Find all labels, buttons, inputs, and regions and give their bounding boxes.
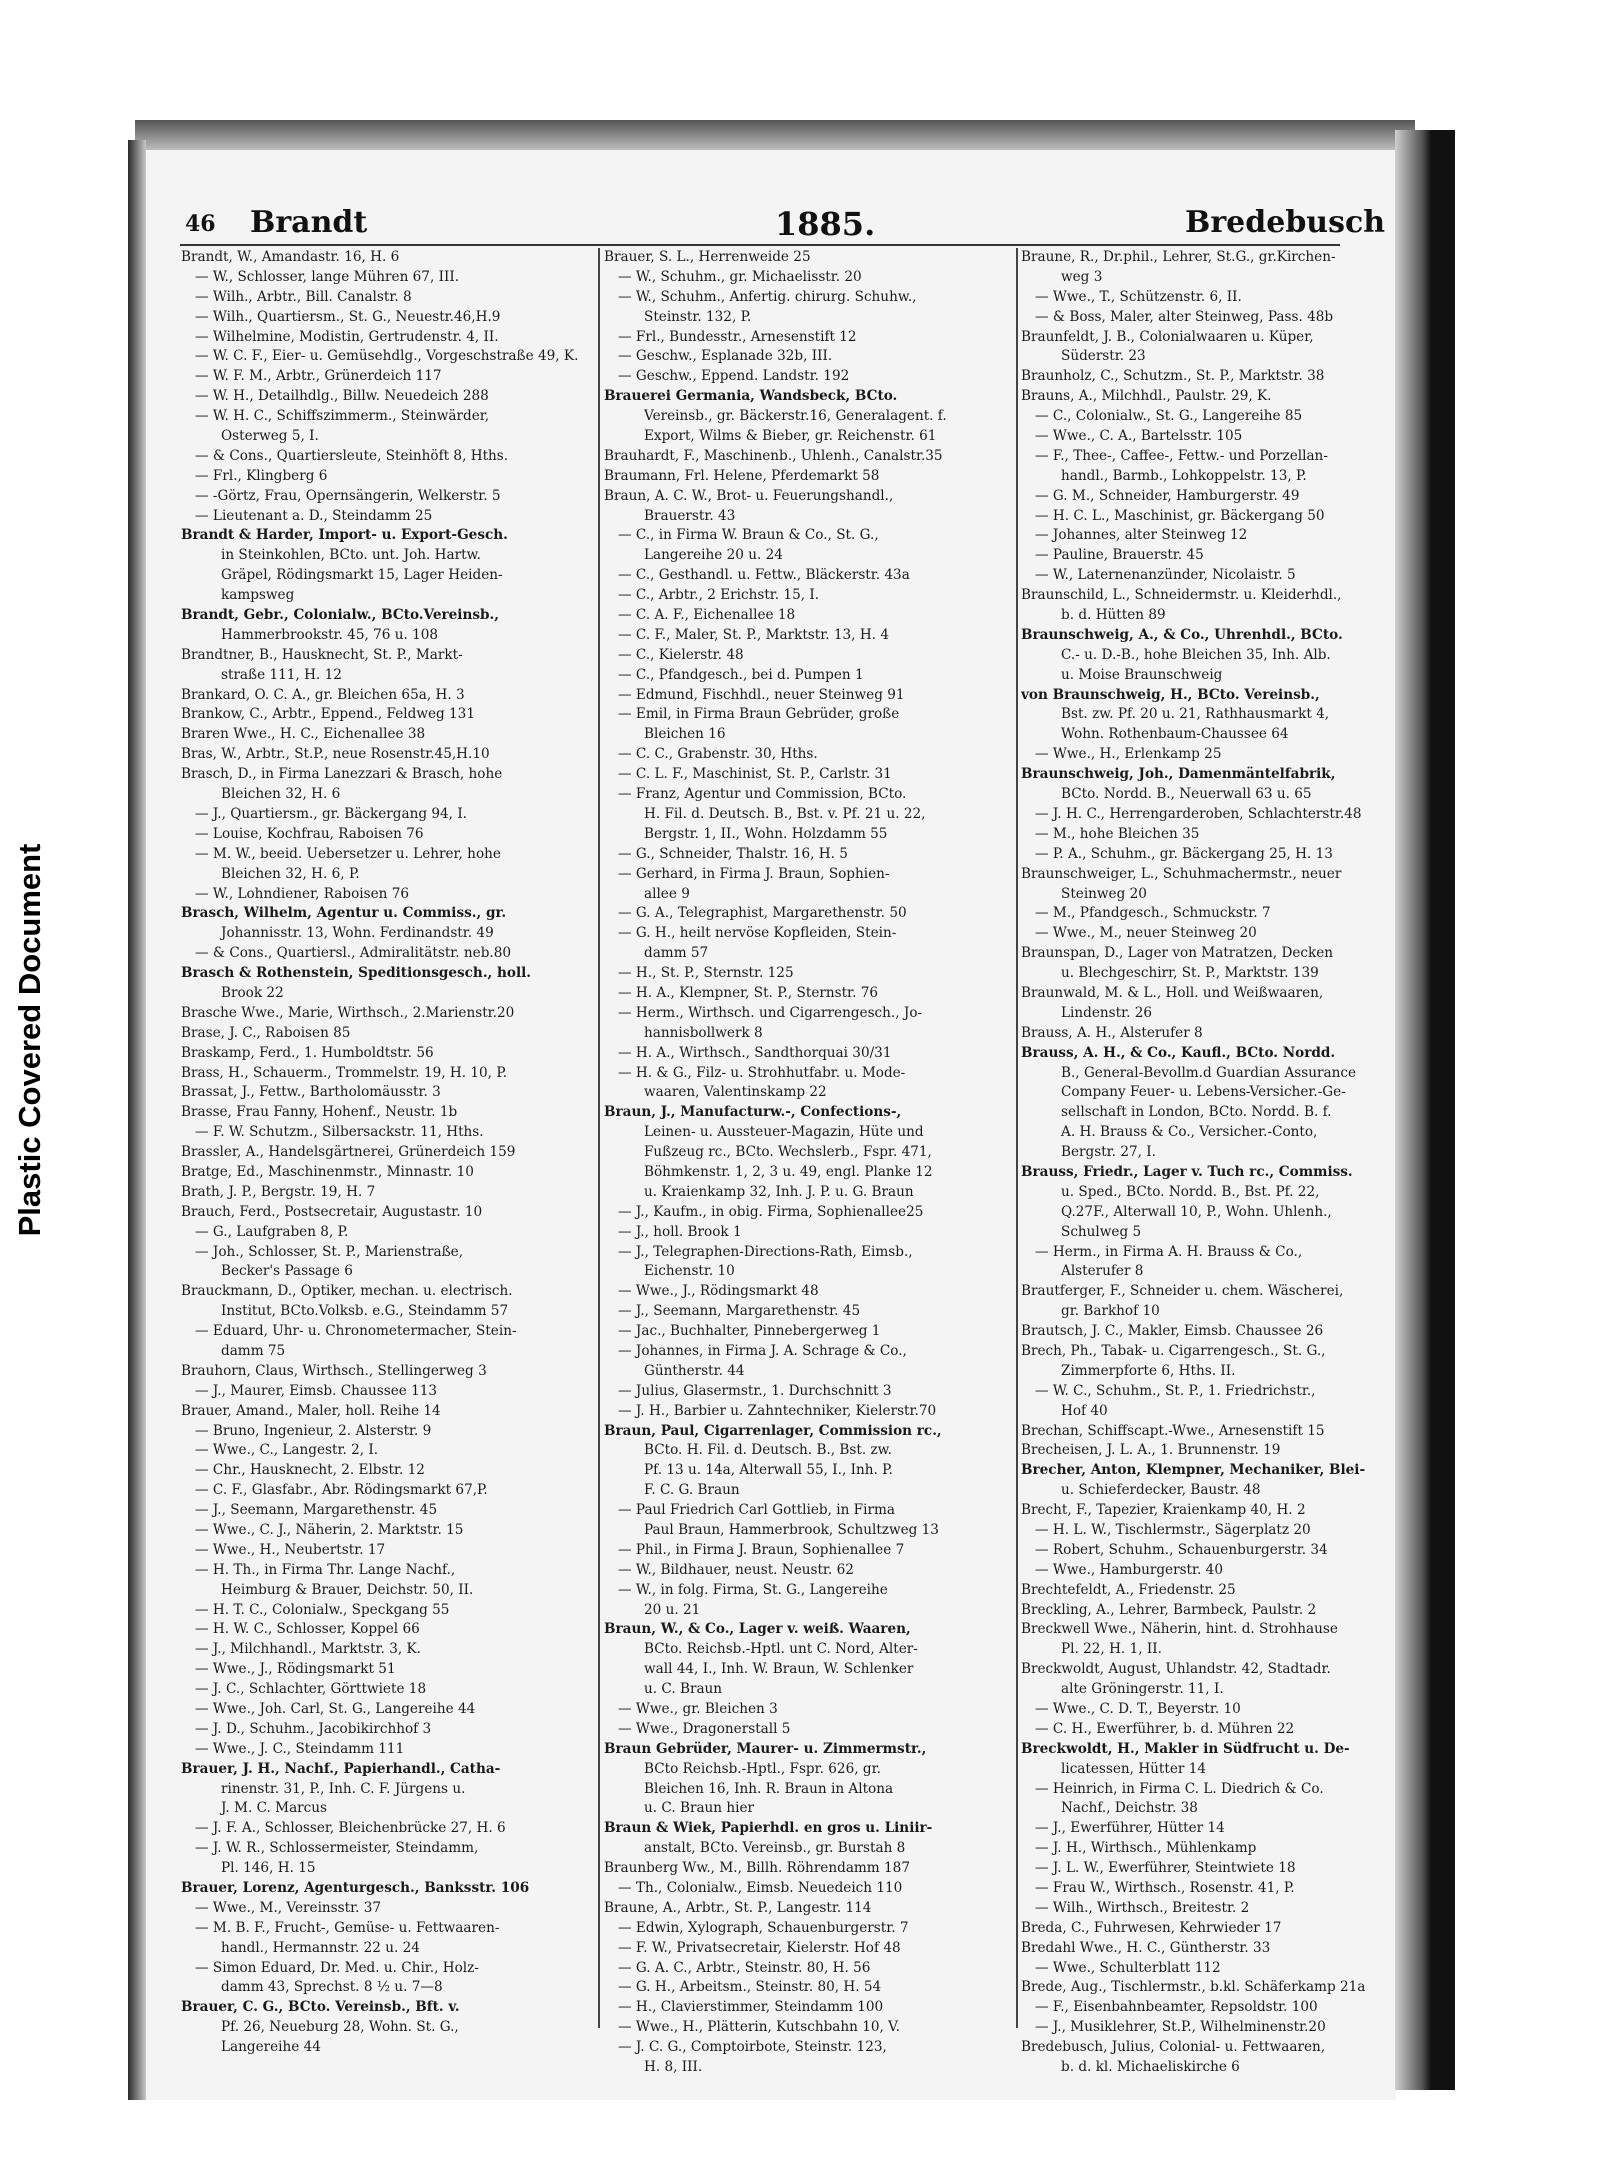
directory-entry-continuation: in Steinkohlen, BCto. unt. Joh. Hartw. — [221, 547, 481, 564]
directory-entry-continuation: Paul Braun, Hammerbrook, Schultzweg 13 — [644, 1522, 939, 1538]
directory-entry: — P. A., Schuhm., gr. Bäckergang 25, H. 13 — [1035, 845, 1333, 862]
directory-entry: — G. H., Arbeitsm., Steinstr. 80, H. 54 — [618, 1979, 882, 1996]
directory-entry: — Frl., Klingberg 6 — [195, 467, 328, 484]
directory-entry-continuation: Q.27F., Alterwall 10, P., Wohn. Uhlenh., — [1061, 1203, 1332, 1220]
directory-entry: — F., Thee-, Caffee-, Fettw.- und Porzellan- — [1035, 447, 1328, 464]
directory-entry: Bredahl Wwe., H. C., Güntherstr. 33 — [1021, 1939, 1271, 1956]
directory-entry: — Wwe., gr. Bleichen 3 — [618, 1701, 778, 1718]
directory-entry: — W. F. M., Arbtr., Grünerdeich 117 — [195, 368, 442, 385]
directory-entry-continuation: A. H. Brauss & Co., Versicher.-Conto, — [1061, 1124, 1318, 1141]
directory-entry: Brauhardt, F., Maschinenb., Uhlenh., Canalstr.35 — [604, 447, 943, 464]
directory-entry: — W., in folg. Firma, St. G., Langereihe — [618, 1581, 888, 1598]
directory-entry-continuation: Bergstr. 27, I. — [1061, 1144, 1156, 1161]
directory-entry: — H. T. C., Colonialw., Speckgang 55 — [195, 1601, 450, 1618]
directory-entry: — J. W. R., Schlossermeister, Steindamm, — [195, 1840, 479, 1857]
directory-entry-continuation: Pl. 146, H. 15 — [221, 1860, 316, 1877]
directory-entry: — J., Ewerführer, Hütter 14 — [1035, 1820, 1225, 1837]
directory-entry: — Chr., Hausknecht, 2. Elbstr. 12 — [195, 1462, 425, 1479]
directory-entry: Brankow, C., Arbtr., Eppend., Feldweg 131 — [181, 706, 475, 723]
directory-entry: Brautsch, J. C., Makler, Eimsb. Chaussee 26 — [1021, 1323, 1324, 1340]
directory-entry-continuation: Heimburg & Brauer, Deichstr. 50, II. — [221, 1581, 474, 1598]
directory-entry: Braunschweig, A., & Co., Uhrenhdl., BCto. — [1021, 626, 1343, 643]
directory-entry: — W. H. C., Schiffszimmerm., Steinwärder, — [195, 408, 490, 425]
directory-entry-continuation: Osterweg 5, I. — [221, 428, 319, 445]
directory-entry-continuation: Fußzeug rc., BCto. Wechslerb., Fspr. 471, — [644, 1144, 932, 1161]
directory-entry: — H. A., Wirthsch., Sandthorquai 30/31 — [618, 1044, 892, 1061]
directory-entry: — G. H., heilt nervöse Kopfleiden, Stein- — [618, 925, 897, 942]
directory-entry: — C., in Firma W. Braun & Co., St. G., — [618, 527, 879, 544]
directory-entry: — W., Laternenanzünder, Nicolaistr. 5 — [1035, 567, 1296, 584]
directory-entry-continuation: Eichenstr. 10 — [644, 1263, 735, 1280]
directory-entry: Braunfeldt, J. B., Colonialwaaren u. Küper, — [1021, 328, 1314, 345]
directory-entry: — Geschw., Eppend. Landstr. 192 — [618, 368, 850, 385]
directory-entry-continuation: sellschaft in London, BCto. Nordd. B. f. — [1061, 1104, 1332, 1121]
directory-entry-continuation: BCto. Reichsb.-Hptl. unt C. Nord, Alter- — [644, 1641, 918, 1658]
directory-entry: Brass, H., Schauerm., Trommelstr. 19, H. 10, P. — [181, 1064, 508, 1081]
directory-entry: — Herm., Wirthsch. und Cigarrengesch., Jo- — [618, 1004, 923, 1021]
directory-entry: — W., Schuhm., Anfertig. chirurg. Schuhw., — [618, 288, 917, 305]
directory-entry: — Wwe., H., Erlenkamp 25 — [1035, 746, 1222, 763]
directory-entry: Brandtner, B., Hausknecht, St. P., Markt- — [181, 646, 463, 663]
directory-entry: Brasch & Rothenstein, Speditionsgesch., holl. — [181, 965, 532, 982]
directory-entry: — J. D., Schuhm., Jacobikirchhof 3 — [195, 1720, 432, 1737]
directory-entry-continuation: Zimmerpforte 6, Hths. II. — [1061, 1362, 1236, 1379]
directory-entry-continuation: Institut, BCto.Volksb. e.G., Steindamm 57 — [221, 1303, 509, 1320]
directory-entry-continuation: u. Moise Braunschweig — [1061, 666, 1223, 683]
directory-entry: — & Cons., Quartiersl., Admiralitätstr. neb.80 — [195, 945, 512, 962]
directory-entry-continuation: Pf. 26, Neueburg 28, Wohn. St. G., — [221, 2019, 459, 2036]
directory-entry: — H. Th., in Firma Thr. Lange Nachf., — [195, 1561, 456, 1578]
directory-entry: Brauer, Lorenz, Agenturgesch., Banksstr. 106 — [181, 1880, 530, 1897]
directory-entry-continuation: Hammerbrookstr. 45, 76 u. 108 — [221, 626, 439, 643]
directory-entry: — Paul Friedrich Carl Gottlieb, in Firma — [618, 1502, 895, 1519]
directory-entry-continuation: Güntherstr. 44 — [644, 1362, 745, 1379]
directory-entry: Brasse, Frau Fanny, Hohenf., Neustr. 1b — [181, 1104, 458, 1121]
directory-entry: Brauer, C. G., BCto. Vereinsb., Bft. v. — [181, 1999, 460, 2016]
directory-entry: — F. W. Schutzm., Silbersackstr. 11, Hths. — [195, 1124, 484, 1141]
directory-entry: Breckwell Wwe., Näherin, hint. d. Strohhause — [1021, 1621, 1338, 1638]
directory-entry: Brauch, Ferd., Postsecretair, Augustastr. 10 — [181, 1203, 483, 1220]
directory-entry: — Wwe., C., Langestr. 2, I. — [195, 1442, 379, 1459]
directory-entry-continuation: Bleichen 32, H. 6 — [221, 786, 341, 803]
directory-entry-continuation: u. Kraienkamp 32, Inh. J. P. u. G. Braun — [644, 1183, 914, 1200]
directory-entry-continuation: J. M. C. Marcus — [221, 1800, 328, 1817]
directory-entry: — M. B. F., Frucht-, Gemüse- u. Fettwaaren- — [195, 1919, 500, 1936]
directory-entry: — Wilh., Wirthsch., Breitestr. 2 — [1035, 1899, 1250, 1916]
directory-entry-continuation: damm 57 — [644, 945, 709, 962]
directory-entry-continuation: Export, Wilms & Bieber, gr. Reichenstr. 61 — [644, 428, 937, 445]
directory-entry: Braumann, Frl. Helene, Pferdemarkt 58 — [604, 467, 880, 484]
directory-entry: — J. C., Schlachter, Görttwiete 18 — [195, 1681, 427, 1698]
directory-entry-continuation: C.- u. D.-B., hohe Bleichen 35, Inh. Alb. — [1061, 646, 1331, 663]
directory-entry: — Wwe., M., Vereinsstr. 37 — [195, 1899, 382, 1916]
directory-entry: Braunwald, M. & L., Holl. und Weißwaaren, — [1021, 984, 1324, 1001]
directory-entry-continuation: u. Schieferdecker, Baustr. 48 — [1061, 1482, 1261, 1499]
directory-entry-continuation: handl., Barmb., Lohkoppelstr. 13, P. — [1061, 467, 1307, 484]
directory-entry: — Wwe., J., Rödingsmarkt 51 — [195, 1661, 396, 1678]
directory-entry: — W., Schlosser, lange Mühren 67, III. — [195, 268, 460, 285]
directory-entry: Brath, J. P., Bergstr. 19, H. 7 — [181, 1183, 376, 1200]
directory-entry-continuation: Becker's Passage 6 — [221, 1263, 353, 1280]
directory-entry: — C. C., Grabenstr. 30, Hths. — [618, 746, 818, 763]
directory-entry: — J. F. A., Schlosser, Bleichenbrücke 27, H. 6 — [195, 1820, 506, 1837]
directory-entry: — Wwe., Schulterblatt 112 — [1035, 1959, 1221, 1976]
directory-entry-continuation: Wohn. Rothenbaum-Chaussee 64 — [1061, 726, 1289, 743]
directory-entry: Braunholz, C., Schutzm., St. P., Marktstr. 38 — [1021, 368, 1325, 385]
directory-entry: Breckwoldt, August, Uhlandstr. 42, Stadtadr. — [1021, 1661, 1331, 1678]
header-rule — [180, 244, 1340, 246]
directory-entry: — J. L. W., Ewerführer, Steintwiete 18 — [1035, 1860, 1296, 1877]
directory-entry-continuation: BCto. H. Fil. d. Deutsch. B., Bst. zw. — [644, 1442, 892, 1459]
directory-entry-continuation: handl., Hermannstr. 22 u. 24 — [221, 1939, 420, 1956]
directory-entry: — C., Colonialw., St. G., Langereihe 85 — [1035, 408, 1303, 425]
directory-entry: — & Cons., Quartiersleute, Steinhöft 8, Hths. — [195, 447, 509, 464]
directory-entry: — Wwe., C. J., Näherin, 2. Marktstr. 15 — [195, 1522, 464, 1538]
directory-entry: — M., Pfandgesch., Schmuckstr. 7 — [1035, 905, 1271, 922]
directory-entry-continuation: Company Feuer- u. Lebens-Versicher.-Ge- — [1061, 1084, 1346, 1101]
directory-entry: — Phil., in Firma J. Braun, Sophienallee 7 — [618, 1541, 905, 1558]
directory-entry-continuation: Bst. zw. Pf. 20 u. 21, Rathhausmarkt 4, — [1061, 706, 1330, 723]
directory-entry: — Geschw., Esplanade 32b, III. — [618, 348, 833, 365]
right-running-head: Bredebusch — [1185, 205, 1386, 240]
directory-entry-continuation: anstalt, BCto. Vereinsb., gr. Burstah 8 — [644, 1840, 906, 1857]
directory-entry: — W. C. F., Eier- u. Gemüsehdlg., Vorgeschstraße 49, K. — [195, 348, 579, 365]
directory-entry-continuation: rinenstr. 31, P., Inh. C. F. Jürgens u. — [221, 1780, 466, 1797]
directory-entry-continuation: licatessen, Hütter 14 — [1061, 1760, 1207, 1777]
directory-entry: — F. W., Privatsecretair, Kielerstr. Hof 48 — [618, 1939, 901, 1956]
directory-entry-continuation: b. d. kl. Michaeliskirche 6 — [1061, 2059, 1240, 2076]
directory-entry: — Wwe., T., Schützenstr. 6, II. — [1035, 288, 1242, 305]
directory-entry-continuation: Schulweg 5 — [1061, 1223, 1142, 1240]
directory-entry: — Franz, Agentur und Commission, BCto. — [618, 786, 907, 803]
directory-entry: Brecher, Anton, Klempner, Mechaniker, Blei- — [1021, 1462, 1366, 1479]
directory-column-2 — [604, 248, 1012, 2078]
directory-entry: — Bruno, Ingenieur, 2. Alsterstr. 9 — [195, 1422, 432, 1439]
directory-entry: Braune, R., Dr.phil., Lehrer, St.G., gr.Kirchen- — [1021, 249, 1336, 265]
directory-entry: — C. F., Maler, St. P., Marktstr. 13, H. 4 — [618, 626, 889, 643]
directory-entry: — Joh., Schlosser, St. P., Marienstraße, — [195, 1243, 464, 1260]
directory-entry-continuation: Böhmkenstr. 1, 2, 3 u. 49, engl. Planke 12 — [644, 1163, 933, 1180]
directory-entry: — J., Milchhandl., Marktstr. 3, K. — [195, 1641, 421, 1658]
directory-entry: — Gerhard, in Firma J. Braun, Sophien- — [618, 865, 890, 882]
directory-entry-continuation: u. Blechgeschirr, St. P., Marktstr. 139 — [1061, 965, 1319, 982]
directory-entry: Braun, A. C. W., Brot- u. Feuerungshandl., — [604, 487, 894, 504]
directory-entry: — Wwe., J., Rödingsmarkt 48 — [618, 1283, 819, 1300]
directory-entry: Brandt, W., Amandastr. 16, H. 6 — [181, 249, 400, 265]
directory-entry: — Wwe., C. D. T., Beyerstr. 10 — [1035, 1701, 1241, 1718]
directory-entry: — C. L. F., Maschinist, St. P., Carlstr. 31 — [618, 766, 892, 783]
directory-entry-continuation: Bergstr. 1, II., Wohn. Holzdamm 55 — [644, 825, 888, 842]
directory-entry: — -Görtz, Frau, Opernsängerin, Welkerstr. 5 — [195, 487, 501, 504]
directory-entry: Brauer, S. L., Herrenweide 25 — [604, 249, 811, 265]
directory-entry: Braunberg Ww., M., Billh. Röhrendamm 187 — [604, 1860, 910, 1877]
directory-entry: Brech, Ph., Tabak- u. Cigarrengesch., St. G., — [1021, 1342, 1326, 1359]
directory-entry: — Wwe., J. C., Steindamm 111 — [195, 1740, 405, 1757]
directory-entry: — W., Schuhm., gr. Michaelisstr. 20 — [618, 268, 862, 285]
page-header — [185, 205, 1386, 245]
directory-entry: Braunschweig, Joh., Damenmäntelfabrik, — [1021, 766, 1336, 783]
directory-entry: — G. A., Telegraphist, Margarethenstr. 50 — [618, 905, 907, 922]
directory-entry: — Wwe., H., Neubertstr. 17 — [195, 1541, 386, 1558]
directory-entry: — G. A. C., Arbtr., Steinstr. 80, H. 56 — [618, 1959, 871, 1976]
directory-entry: — C., Kielerstr. 48 — [618, 646, 744, 663]
directory-entry-continuation: H. 8, III. — [644, 2059, 703, 2076]
directory-entry: — Louise, Kochfrau, Raboisen 76 — [195, 825, 424, 842]
directory-entry: — H. & G., Filz- u. Strohhutfabr. u. Mode- — [618, 1064, 906, 1081]
directory-entry: — Julius, Glasermstr., 1. Durchschnitt 3 — [618, 1382, 892, 1399]
directory-entry-continuation: Gräpel, Rödingsmarkt 15, Lager Heiden- — [221, 567, 503, 584]
directory-entry: Brauss, A. H., & Co., Kaufl., BCto. Nordd. — [1021, 1044, 1336, 1061]
directory-entry: — Jac., Buchhalter, Pinnebergerweg 1 — [618, 1323, 881, 1340]
directory-entry-continuation: u. C. Braun — [644, 1681, 723, 1698]
directory-entry-continuation: 20 u. 21 — [644, 1601, 701, 1618]
directory-entry-continuation: allee 9 — [644, 885, 690, 902]
directory-entry: — W. C., Schuhm., St. P., 1. Friedrichstr., — [1035, 1382, 1316, 1399]
directory-entry: — C. H., Ewerführer, b. d. Mühren 22 — [1035, 1720, 1295, 1737]
directory-entry: Bredebusch, Julius, Colonial- u. Fettwaaren, — [1021, 2039, 1326, 2056]
directory-entry: Braren Wwe., H. C., Eichenallee 38 — [181, 726, 426, 743]
directory-entry: — G., Laufgraben 8, P. — [195, 1223, 349, 1240]
directory-entry: — H., St. P., Sternstr. 125 — [618, 965, 794, 982]
directory-entry-continuation: Vereinsb., gr. Bäckerstr.16, Generalagent. f. — [644, 408, 947, 425]
directory-entry-continuation: waaren, Valentinskamp 22 — [644, 1084, 827, 1101]
directory-column-1 — [181, 248, 589, 2058]
directory-entry-continuation: Johannisstr. 13, Wohn. Ferdinandstr. 49 — [221, 925, 494, 942]
directory-entry: Braun, W., & Co., Lager v. weiß. Waaren, — [604, 1621, 911, 1638]
directory-entry: — Johannes, in Firma J. A. Schrage & Co., — [618, 1342, 907, 1359]
directory-entry: — J. H., Wirthsch., Mühlenkamp — [1035, 1840, 1257, 1857]
directory-entry: Braun, Paul, Cigarrenlager, Commission rc., — [604, 1422, 942, 1439]
directory-entry: — & Boss, Maler, alter Steinweg, Pass. 48b — [1035, 308, 1334, 325]
directory-entry: — Edmund, Fischhdl., neuer Steinweg 91 — [618, 686, 905, 703]
directory-entry: Bratge, Ed., Maschinenmstr., Minnastr. 10 — [181, 1163, 474, 1180]
directory-entry: — H. C. L., Maschinist, gr. Bäckergang 50 — [1035, 507, 1325, 524]
directory-entry-continuation: BCto. Nordd. B., Neuerwall 63 u. 65 — [1061, 786, 1312, 803]
column-divider — [1016, 248, 1018, 2028]
directory-entry: — M. W., beeid. Uebersetzer u. Lehrer, hohe — [195, 845, 501, 862]
directory-entry: Brasch, Wilhelm, Agentur u. Commiss., gr. — [181, 905, 507, 922]
directory-entry: Breckling, A., Lehrer, Barmbeck, Paulstr. 2 — [1021, 1601, 1317, 1618]
directory-entry: — M., hohe Bleichen 35 — [1035, 825, 1200, 842]
directory-entry: — W. H., Detailhdlg., Billw. Neuedeich 288 — [195, 388, 489, 405]
directory-entry-continuation: alte Gröningerstr. 11, I. — [1061, 1681, 1224, 1698]
directory-entry: von Braunschweig, H., BCto. Vereinsb., — [1021, 686, 1320, 703]
directory-entry: — Wilh., Quartiersm., St. G., Neuestr.46,H.9 — [195, 308, 501, 325]
directory-entry: — J., Telegraphen-Directions-Rath, Eimsb., — [618, 1243, 913, 1260]
directory-entry: Brase, J. C., Raboisen 85 — [181, 1024, 351, 1041]
directory-entry: — J., Kaufm., in obig. Firma, Sophienallee25 — [618, 1203, 924, 1220]
directory-entry-continuation: Bleichen 16 — [644, 726, 726, 743]
directory-entry: — J. H. C., Herrengarderoben, Schlachterstr.48 — [1035, 805, 1362, 822]
directory-entry: — G. M., Schneider, Hamburgerstr. 49 — [1035, 487, 1300, 504]
directory-entry-continuation: H. Fil. d. Deutsch. B., Bst. v. Pf. 21 u. 22, — [644, 805, 926, 822]
directory-entry: — Wwe., C. A., Bartelsstr. 105 — [1035, 428, 1243, 445]
directory-entry: — Wwe., M., neuer Steinweg 20 — [1035, 925, 1257, 942]
directory-entry-continuation: hannisbollwerk 8 — [644, 1024, 763, 1041]
directory-entry-continuation: wall 44, I., Inh. W. Braun, W. Schlenker — [644, 1661, 914, 1678]
directory-entry: Brecht, F., Tapezier, Kraienkamp 40, H. 2 — [1021, 1502, 1306, 1519]
directory-entry-continuation: Brauerstr. 43 — [644, 507, 736, 524]
directory-entry: Brauss, Friedr., Lager v. Tuch rc., Commiss. — [1021, 1163, 1353, 1180]
directory-entry-continuation: straße 111, H. 12 — [221, 666, 342, 683]
directory-entry-continuation: Langereihe 44 — [221, 2039, 321, 2056]
directory-entry: — J., Musiklehrer, St.P., Wilhelminenstr.20 — [1035, 2019, 1326, 2036]
directory-entry: Bras, W., Arbtr., St.P., neue Rosenstr.45,H.10 — [181, 746, 490, 763]
directory-entry-continuation: damm 43, Sprechst. 8 ½ u. 7—8 — [221, 1979, 443, 1996]
directory-entry: Brankard, O. C. A., gr. Bleichen 65a, H. 3 — [181, 686, 465, 703]
directory-entry-continuation: gr. Barkhof 10 — [1061, 1303, 1160, 1320]
directory-entry-continuation: B., General-Bevollm.d Guardian Assurance — [1061, 1064, 1357, 1081]
directory-entry-continuation: Süderstr. 23 — [1061, 348, 1146, 365]
directory-entry-continuation: Alsterufer 8 — [1061, 1263, 1144, 1280]
directory-entry: Braun Gebrüder, Maurer- u. Zimmermstr., — [604, 1740, 927, 1757]
directory-entry: — W., Lohndiener, Raboisen 76 — [195, 885, 410, 902]
directory-entry-continuation: Brook 22 — [221, 984, 284, 1001]
directory-entry: Brasche Wwe., Marie, Wirthsch., 2.Marienstr.20 — [181, 1004, 515, 1021]
directory-entry: Braskamp, Ferd., 1. Humboldtstr. 56 — [181, 1044, 434, 1061]
directory-entry-continuation: b. d. Hütten 89 — [1061, 607, 1166, 624]
directory-entry-continuation: Leinen- u. Aussteuer-Magazin, Hüte und — [644, 1124, 924, 1141]
page-left-edge — [128, 140, 146, 2100]
directory-entry: Brassat, J., Fettw., Bartholomäusstr. 3 — [181, 1084, 441, 1101]
directory-entry: Brandt & Harder, Import- u. Export-Gesch. — [181, 527, 508, 544]
directory-entry: Braun, J., Manufacturw.-, Confections-, — [604, 1104, 902, 1121]
directory-entry: — Wwe., Dragonerstall 5 — [618, 1720, 791, 1737]
directory-entry: — Frl., Bundesstr., Arnesenstift 12 — [618, 328, 857, 345]
directory-entry: — C., Gesthandl. u. Fettw., Bläckerstr. 43a — [618, 567, 910, 584]
directory-entry-continuation: BCto Reichsb.-Hptl., Fspr. 626, gr. — [644, 1760, 881, 1777]
directory-entry: Brauer, Amand., Maler, holl. Reihe 14 — [181, 1402, 441, 1419]
directory-entry: — C. A. F., Eichenallee 18 — [618, 607, 796, 624]
directory-entry: — J., Seemann, Margarethenstr. 45 — [618, 1303, 861, 1320]
directory-entry: — Wilh., Arbtr., Bill. Canalstr. 8 — [195, 288, 412, 305]
directory-entry: — J., Quartiersm., gr. Bäckergang 94, I. — [195, 805, 468, 822]
directory-entry: — Emil, in Firma Braun Gebrüder, große — [618, 706, 900, 723]
directory-entry: — Edwin, Xylograph, Schauenburgerstr. 7 — [618, 1919, 909, 1936]
directory-entry: Brauer, J. H., Nachf., Papierhandl., Catha- — [181, 1760, 501, 1777]
directory-entry-continuation: Steinstr. 132, P. — [644, 308, 752, 325]
directory-entry: — Johannes, alter Steinweg 12 — [1035, 527, 1248, 544]
directory-entry: Braun & Wiek, Papierhdl. en gros u. Liniir- — [604, 1820, 933, 1837]
directory-entry: Braunschweiger, L., Schuhmachermstr., neuer — [1021, 865, 1342, 882]
directory-entry-continuation: F. C. G. Braun — [644, 1482, 740, 1499]
directory-entry-continuation: damm 75 — [221, 1342, 286, 1359]
directory-entry: — Wwe., Joh. Carl, St. G., Langereihe 44 — [195, 1701, 476, 1718]
directory-entry-continuation: Lindenstr. 26 — [1061, 1004, 1153, 1021]
directory-entry: Brautferger, F., Schneider u. chem. Wäscherei, — [1021, 1283, 1344, 1300]
directory-entry: — Wwe., H., Plätterin, Kutschbahn 10, V. — [618, 2019, 900, 2036]
directory-entry: Brede, Aug., Tischlermstr., b.kl. Schäferkamp 21a — [1021, 1979, 1366, 1996]
year-heading: 1885. — [775, 205, 876, 243]
directory-entry: Brauhorn, Claus, Wirthsch., Stellingerweg 3 — [181, 1362, 487, 1379]
directory-entry: — Th., Colonialw., Eimsb. Neuedeich 110 — [618, 1880, 903, 1897]
directory-entry: — J. H., Barbier u. Zahntechniker, Kielerstr.70 — [618, 1402, 937, 1419]
directory-entry: — J. C. G., Comptoirbote, Steinstr. 123, — [618, 2039, 887, 2056]
directory-entry: — W., Bildhauer, neust. Neustr. 62 — [618, 1561, 854, 1578]
directory-entry-continuation: weg 3 — [1061, 268, 1103, 285]
plastic-covered-label: Plastic Covered Document — [12, 843, 47, 1237]
directory-entry-continuation: u. Sped., BCto. Nordd. B., Bst. Pf. 22, — [1061, 1183, 1320, 1200]
directory-entry: Brauerei Germania, Wandsbeck, BCto. — [604, 388, 898, 405]
directory-entry: — J., Seemann, Margarethenstr. 45 — [195, 1502, 438, 1519]
directory-entry-continuation: Steinweg 20 — [1061, 885, 1147, 902]
directory-entry: Brauns, A., Milchhdl., Paulstr. 29, K. — [1021, 388, 1272, 405]
directory-entry: — J., Maurer, Eimsb. Chaussee 113 — [195, 1382, 438, 1399]
directory-entry: Braunschild, L., Schneidermstr. u. Kleiderhdl., — [1021, 587, 1342, 604]
directory-entry: — H., Clavierstimmer, Steindamm 100 — [618, 1999, 884, 2016]
directory-entry: Brecheisen, J. L. A., 1. Brunnenstr. 19 — [1021, 1442, 1281, 1459]
directory-entry: Brandt, Gebr., Colonialw., BCto.Vereinsb., — [181, 607, 499, 624]
directory-entry-continuation: Hof 40 — [1061, 1402, 1108, 1419]
directory-entry: Brechtefeldt, A., Friedenstr. 25 — [1021, 1581, 1236, 1598]
directory-entry: — C., Pfandgesch., bei d. Pumpen 1 — [618, 666, 864, 683]
directory-entry: — Frau W., Wirthsch., Rosenstr. 41, P. — [1035, 1880, 1295, 1897]
directory-entry-continuation: kampsweg — [221, 587, 295, 604]
directory-entry-continuation: Bleichen 16, Inh. R. Braun in Altona — [644, 1780, 894, 1797]
directory-entry: Brauss, A. H., Alsterufer 8 — [1021, 1024, 1203, 1041]
directory-entry: — C. F., Glasfabr., Abr. Rödingsmarkt 67,P. — [195, 1482, 488, 1499]
directory-entry: Brechan, Schiffscapt.-Wwe., Arnesenstift 15 — [1021, 1422, 1325, 1439]
directory-entry: — H. L. W., Tischlermstr., Sägerplatz 20 — [1035, 1522, 1311, 1538]
directory-entry: — Robert, Schuhm., Schauenburgerstr. 34 — [1035, 1541, 1328, 1558]
directory-entry: Breckwoldt, H., Makler in Südfrucht u. De- — [1021, 1740, 1350, 1757]
directory-entry: — Wwe., Hamburgerstr. 40 — [1035, 1561, 1223, 1578]
left-running-head: Brandt — [250, 205, 368, 240]
directory-entry: — Eduard, Uhr- u. Chronometermacher, Stein- — [195, 1323, 517, 1340]
directory-entry-continuation: Langereihe 20 u. 24 — [644, 547, 783, 564]
directory-entry: Braunspan, D., Lager von Matratzen, Decken — [1021, 945, 1334, 962]
directory-entry: Brauckmann, D., Optiker, mechan. u. electrisch. — [181, 1283, 513, 1300]
directory-entry: Braune, A., Arbtr., St. P., Langestr. 114 — [604, 1899, 872, 1916]
directory-entry: Brasch, D., in Firma Lanezzari & Brasch, hohe — [181, 766, 503, 783]
column-divider — [598, 248, 600, 2028]
directory-column-3 — [1021, 248, 1406, 2078]
directory-entry: — C., Arbtr., 2 Erichstr. 15, I. — [618, 587, 820, 604]
directory-entry: — Pauline, Brauerstr. 45 — [1035, 547, 1204, 564]
directory-entry-continuation: u. C. Braun hier — [644, 1800, 755, 1817]
directory-entry: — H. A., Klempner, St. P., Sternstr. 76 — [618, 984, 879, 1001]
directory-entry: — F., Eisenbahnbeamter, Repsoldstr. 100 — [1035, 1999, 1318, 2016]
directory-entry-continuation: Bleichen 32, H. 6, P. — [221, 865, 360, 882]
directory-entry: Brassler, A., Handelsgärtnerei, Grünerdeich 159 — [181, 1144, 516, 1161]
directory-entry-continuation: Nachf., Deichstr. 38 — [1061, 1800, 1198, 1817]
page-number: 46 — [185, 211, 216, 237]
directory-entry: — Wilhelmine, Modistin, Gertrudenstr. 4, II. — [195, 328, 499, 345]
directory-entry: — Simon Eduard, Dr. Med. u. Chir., Holz- — [195, 1959, 479, 1976]
directory-entry: — Heinrich, in Firma C. L. Diedrich & Co. — [1035, 1780, 1324, 1797]
directory-entry: — J., holl. Brook 1 — [618, 1223, 742, 1240]
directory-entry: — Lieutenant a. D., Steindamm 25 — [195, 507, 433, 524]
directory-entry-continuation: Pl. 22, H. 1, II. — [1061, 1641, 1162, 1658]
directory-entry-continuation: Pf. 13 u. 14a, Alterwall 55, I., Inh. P. — [644, 1462, 893, 1479]
directory-entry: — H. W. C., Schlosser, Koppel 66 — [195, 1621, 420, 1638]
directory-entry: — G., Schneider, Thalstr. 16, H. 5 — [618, 845, 848, 862]
directory-entry: Breda, C., Fuhrwesen, Kehrwieder 17 — [1021, 1919, 1282, 1936]
directory-entry: — Herm., in Firma A. H. Brauss & Co., — [1035, 1243, 1303, 1260]
